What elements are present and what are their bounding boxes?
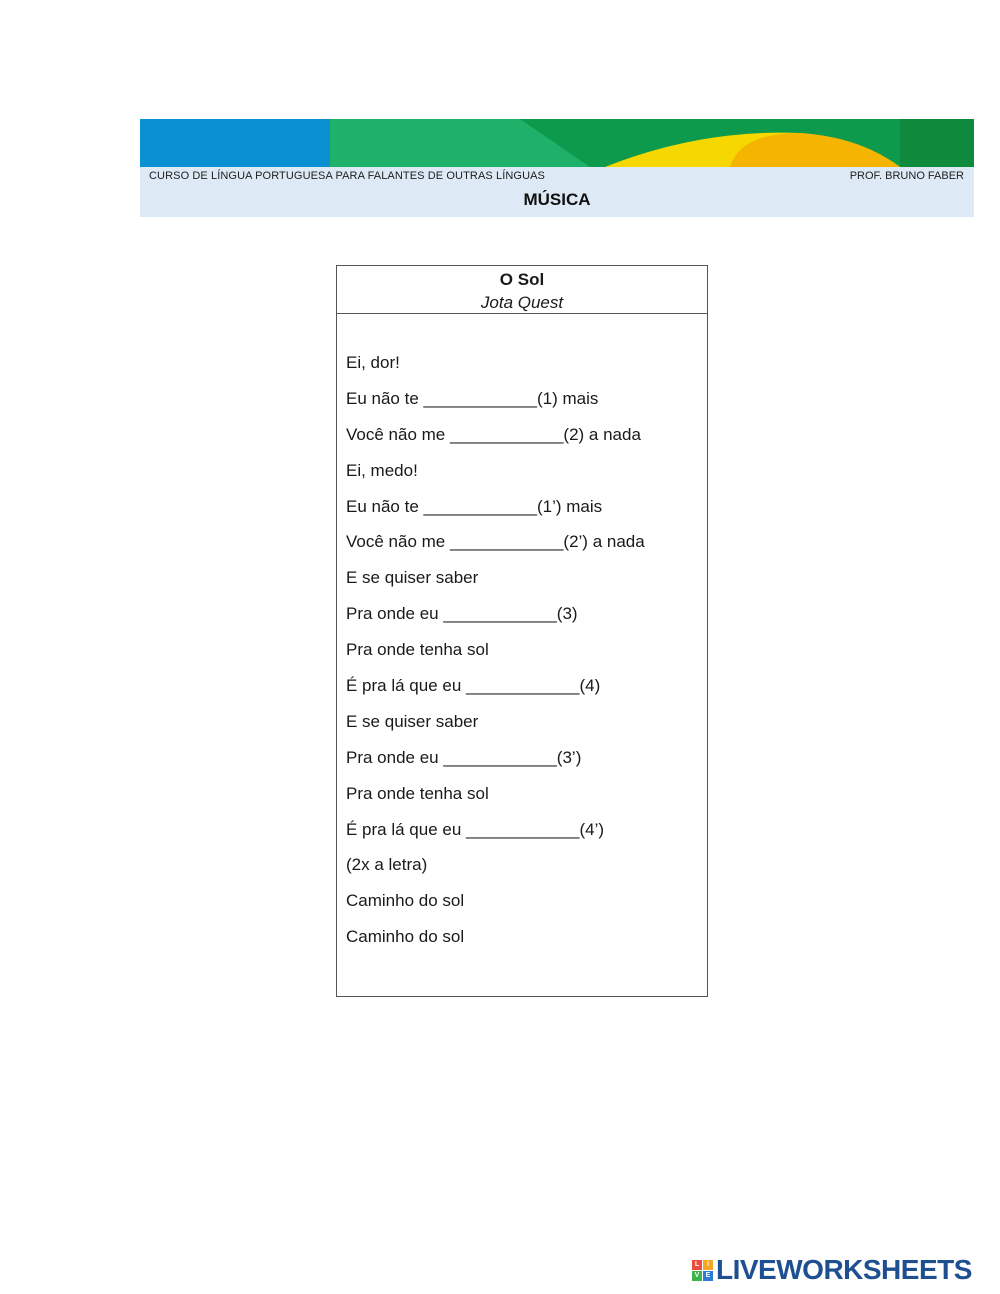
lyric-line: Ei, medo! [346,460,418,480]
liveworksheets-logo[interactable] [692,1254,972,1286]
logo-mark-icon: L I V E [692,1260,713,1281]
lyric-line[interactable]: É pra lá que eu ____________(4’) [346,819,605,839]
lyric-line: Caminho do sol [346,927,465,947]
lyric-line: Pra onde tenha sol [346,640,489,660]
lyric-line: Caminho do sol [346,891,465,911]
lyrics-list [346,350,645,960]
logo-text: LIVEWORKSHEETS [716,1254,972,1285]
lyric-line: (2x a letra) [346,855,428,875]
lyric-line[interactable]: Você não me ____________(2) a nada [346,424,641,444]
lyric-line: Ei, dor! [346,353,400,372]
lyric-line: Pra onde tenha sol [346,783,489,803]
lyric-line[interactable]: Você não me ____________(2’) a nada [346,532,645,552]
lyric-line: E se quiser saber [346,711,479,731]
lyric-line[interactable]: É pra lá que eu ____________(4) [346,676,601,696]
teacher-name: PROF. BRUNO FABER [849,170,964,182]
lyric-line[interactable]: Eu não te ____________(1’) mais [346,496,603,516]
header-banner [140,119,974,217]
song-box [336,265,708,997]
song-header [337,266,707,314]
lyric-line: E se quiser saber [346,568,479,588]
song-artist: Jota Quest [480,293,564,312]
song-title: O Sol [499,270,545,289]
lyric-line[interactable]: Pra onde eu ____________(3) [346,604,578,624]
section-title: MÚSICA [523,190,591,209]
banner-graphic [140,119,974,167]
lyric-line[interactable]: Pra onde eu ____________(3’) [346,747,582,767]
lyric-line[interactable]: Eu não te ____________(1) mais [346,388,599,408]
course-title: CURSO DE LÍNGUA PORTUGUESA PARA FALANTES DE OUTRAS LÍNGUAS [149,170,545,182]
